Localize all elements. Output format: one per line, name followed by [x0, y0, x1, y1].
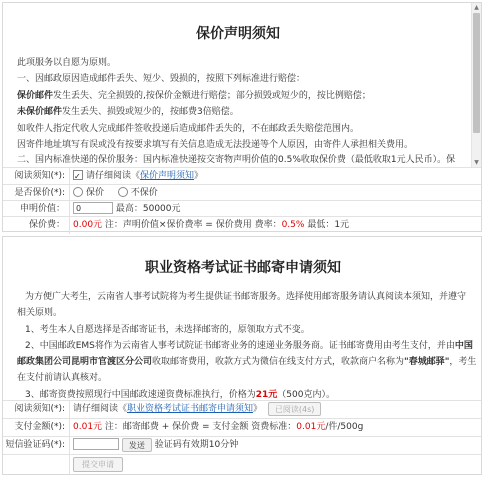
insurance-fee-label: 保价费： — [28, 220, 65, 230]
sms-code-input[interactable] — [73, 438, 119, 450]
cert-mail-panel — [2, 236, 482, 475]
cert-line-4-text: 收取邮寄费用，收款方式为微信在线支付方式，收款商户名称为 — [152, 357, 405, 367]
cert-line-0: 为方便广大考生，云南省人事考试院将为考生提供证书邮寄服务。选择使用邮寄服务请认真阅读本须知，并遵守 — [25, 292, 467, 302]
send-code-button[interactable]: 发送 — [122, 438, 152, 452]
divider — [69, 401, 70, 418]
insurance-fee-row — [3, 216, 481, 234]
insure-choice-label: 是否保价(*): — [14, 188, 65, 198]
divider — [69, 455, 70, 474]
cert-company-part2: 邮政集团公司昆明市官渡区分公司 — [17, 357, 153, 367]
submit-row — [3, 454, 481, 474]
cert-notice-link[interactable]: 职业资格考试证书邮寄申请须知 — [127, 404, 254, 414]
payment-row — [3, 418, 481, 436]
insurance-notice-link[interactable]: 保价声明须知 — [140, 171, 195, 181]
cert-merchant-tail: ，考生 — [449, 357, 477, 367]
insure-yes-label[interactable]: 保价 — [86, 188, 105, 198]
payment-rate: 0.01元 — [296, 422, 326, 432]
declared-value-label: 申明价值： — [19, 204, 65, 214]
cert-line-3 — [25, 339, 477, 353]
scroll-up-arrow-icon[interactable]: ▲ — [474, 4, 479, 11]
insurance-fee-note: 注：声明价值×保价费率 = 保价费用 费率： — [102, 220, 282, 230]
insurance-line-1: 一、因邮政原因造成邮件丢失、短少、毁损的，按照下列标准进行赔偿： — [17, 74, 306, 84]
payment-note: 注：邮寄邮费 + 保价费 = 支付金额 资费标准： — [102, 422, 297, 432]
uninsured-mail-bold: 未保价邮件 — [17, 107, 63, 117]
insurance-fee-rate: 0.5% — [281, 220, 305, 230]
insurance-read-row — [3, 167, 481, 185]
cert-line-4 — [17, 355, 477, 369]
sms-code-validity-note: 验证码有效期10分钟 — [154, 440, 239, 450]
cert-line-5: 在支付前请认真核对。 — [17, 373, 108, 383]
insurance-line-6: 二、国内标准快递的保价服务：国内标准快递按交寄物声明价值的0.5%收取保价费（最低收取1元人民币）。保 — [17, 155, 456, 165]
divider — [69, 419, 70, 436]
cert-line-2: 1、考生本人自愿选择是否邮寄证书，未选择邮寄的，原领取方式不变。 — [25, 325, 310, 335]
insurance-scrollbar[interactable] — [471, 3, 481, 167]
cert-read-close: 》 — [253, 404, 263, 414]
cert-price: 21元 — [255, 390, 278, 399]
scroll-down-arrow-icon[interactable]: ▼ — [474, 159, 479, 166]
insured-mail-text: 发生丢失、完全损毁的,按保价金额进行赔偿；部分损毁或短少的，按比例赔偿； — [53, 91, 371, 101]
declared-value-max: 最高：50000元 — [115, 204, 181, 214]
divider — [69, 437, 70, 454]
cert-notice-title: 职业资格考试证书邮寄申请须知 — [145, 260, 341, 276]
payment-label: 支付金额(*): — [14, 422, 65, 432]
insurance-read-text: 请仔细阅读《 — [86, 171, 141, 181]
cert-company-part1: 中国 — [454, 341, 473, 351]
insurance-panel — [2, 2, 482, 232]
insurance-read-checkbox[interactable] — [73, 170, 83, 180]
insurance-line-2 — [17, 89, 469, 103]
payment-unit: /件/500g — [325, 422, 364, 432]
insurance-line-3 — [17, 105, 469, 119]
insurance-notice-title: 保价声明须知 — [196, 26, 280, 42]
scrollbar-thumb[interactable] — [473, 13, 480, 133]
cert-line-1: 相关原则。 — [17, 308, 63, 318]
insure-no-label[interactable]: 不保价 — [130, 188, 158, 198]
divider — [69, 168, 70, 185]
insured-mail-bold: 保价邮件 — [17, 91, 54, 101]
insurance-fee-amount: 0.00元 — [73, 220, 103, 230]
insurance-line-5: 因寄件地址填写有误或没有按要求填写有关信息造成无法投递等个人原因，由寄件人承担相关费用。 — [17, 140, 414, 150]
submit-application-button[interactable]: 提交申请 — [73, 457, 123, 472]
cert-line-7-text: （500克内）。 — [277, 390, 335, 399]
cert-line-6 — [25, 388, 477, 399]
insurance-read-close: 》 — [194, 171, 204, 181]
sms-code-label: 短信验证码(*): — [5, 440, 65, 450]
have-read-button[interactable]: 已阅读(4s) — [268, 402, 322, 416]
cert-read-row — [3, 400, 481, 418]
insurance-line-4: 如收件人指定代收人完成邮件签收投递后造成邮件丢失的，不在邮政丢失赔偿范围内。 — [17, 124, 360, 134]
cert-line-6-text: 3、邮寄资费按照现行中国邮政速递资费标准执行，价格为 — [25, 390, 256, 399]
insure-yes-radio[interactable] — [73, 187, 83, 197]
cert-notice-scrollbox — [3, 237, 481, 399]
sms-code-row — [3, 436, 481, 454]
declared-value-input[interactable]: 0 — [73, 202, 113, 214]
insurance-notice-scrollbox[interactable] — [3, 3, 481, 167]
divider — [69, 217, 70, 234]
cert-read-text: 请仔细阅读《 — [73, 404, 128, 414]
cert-merchant-name: "春城邮驿" — [404, 357, 450, 367]
insurance-line-0: 此项服务以自愿为原则。 — [17, 58, 117, 68]
insurance-fee-min: 最低：1元 — [304, 220, 350, 230]
cert-read-label: 阅读须知(*): — [14, 404, 65, 414]
insurance-read-label: 阅读须知(*): — [14, 171, 65, 181]
uninsured-mail-text: 发生丢失、损毁或短少的，按邮费3倍赔偿。 — [62, 107, 239, 117]
insure-no-radio[interactable] — [118, 187, 128, 197]
cert-line-3-text: 2、中国邮政EMS将作为云南省人事考试院证书邮寄业务的速递业务服务商。证书邮寄费用由考生支付，并由 — [25, 341, 455, 351]
payment-amount: 0.01元 — [73, 422, 103, 432]
